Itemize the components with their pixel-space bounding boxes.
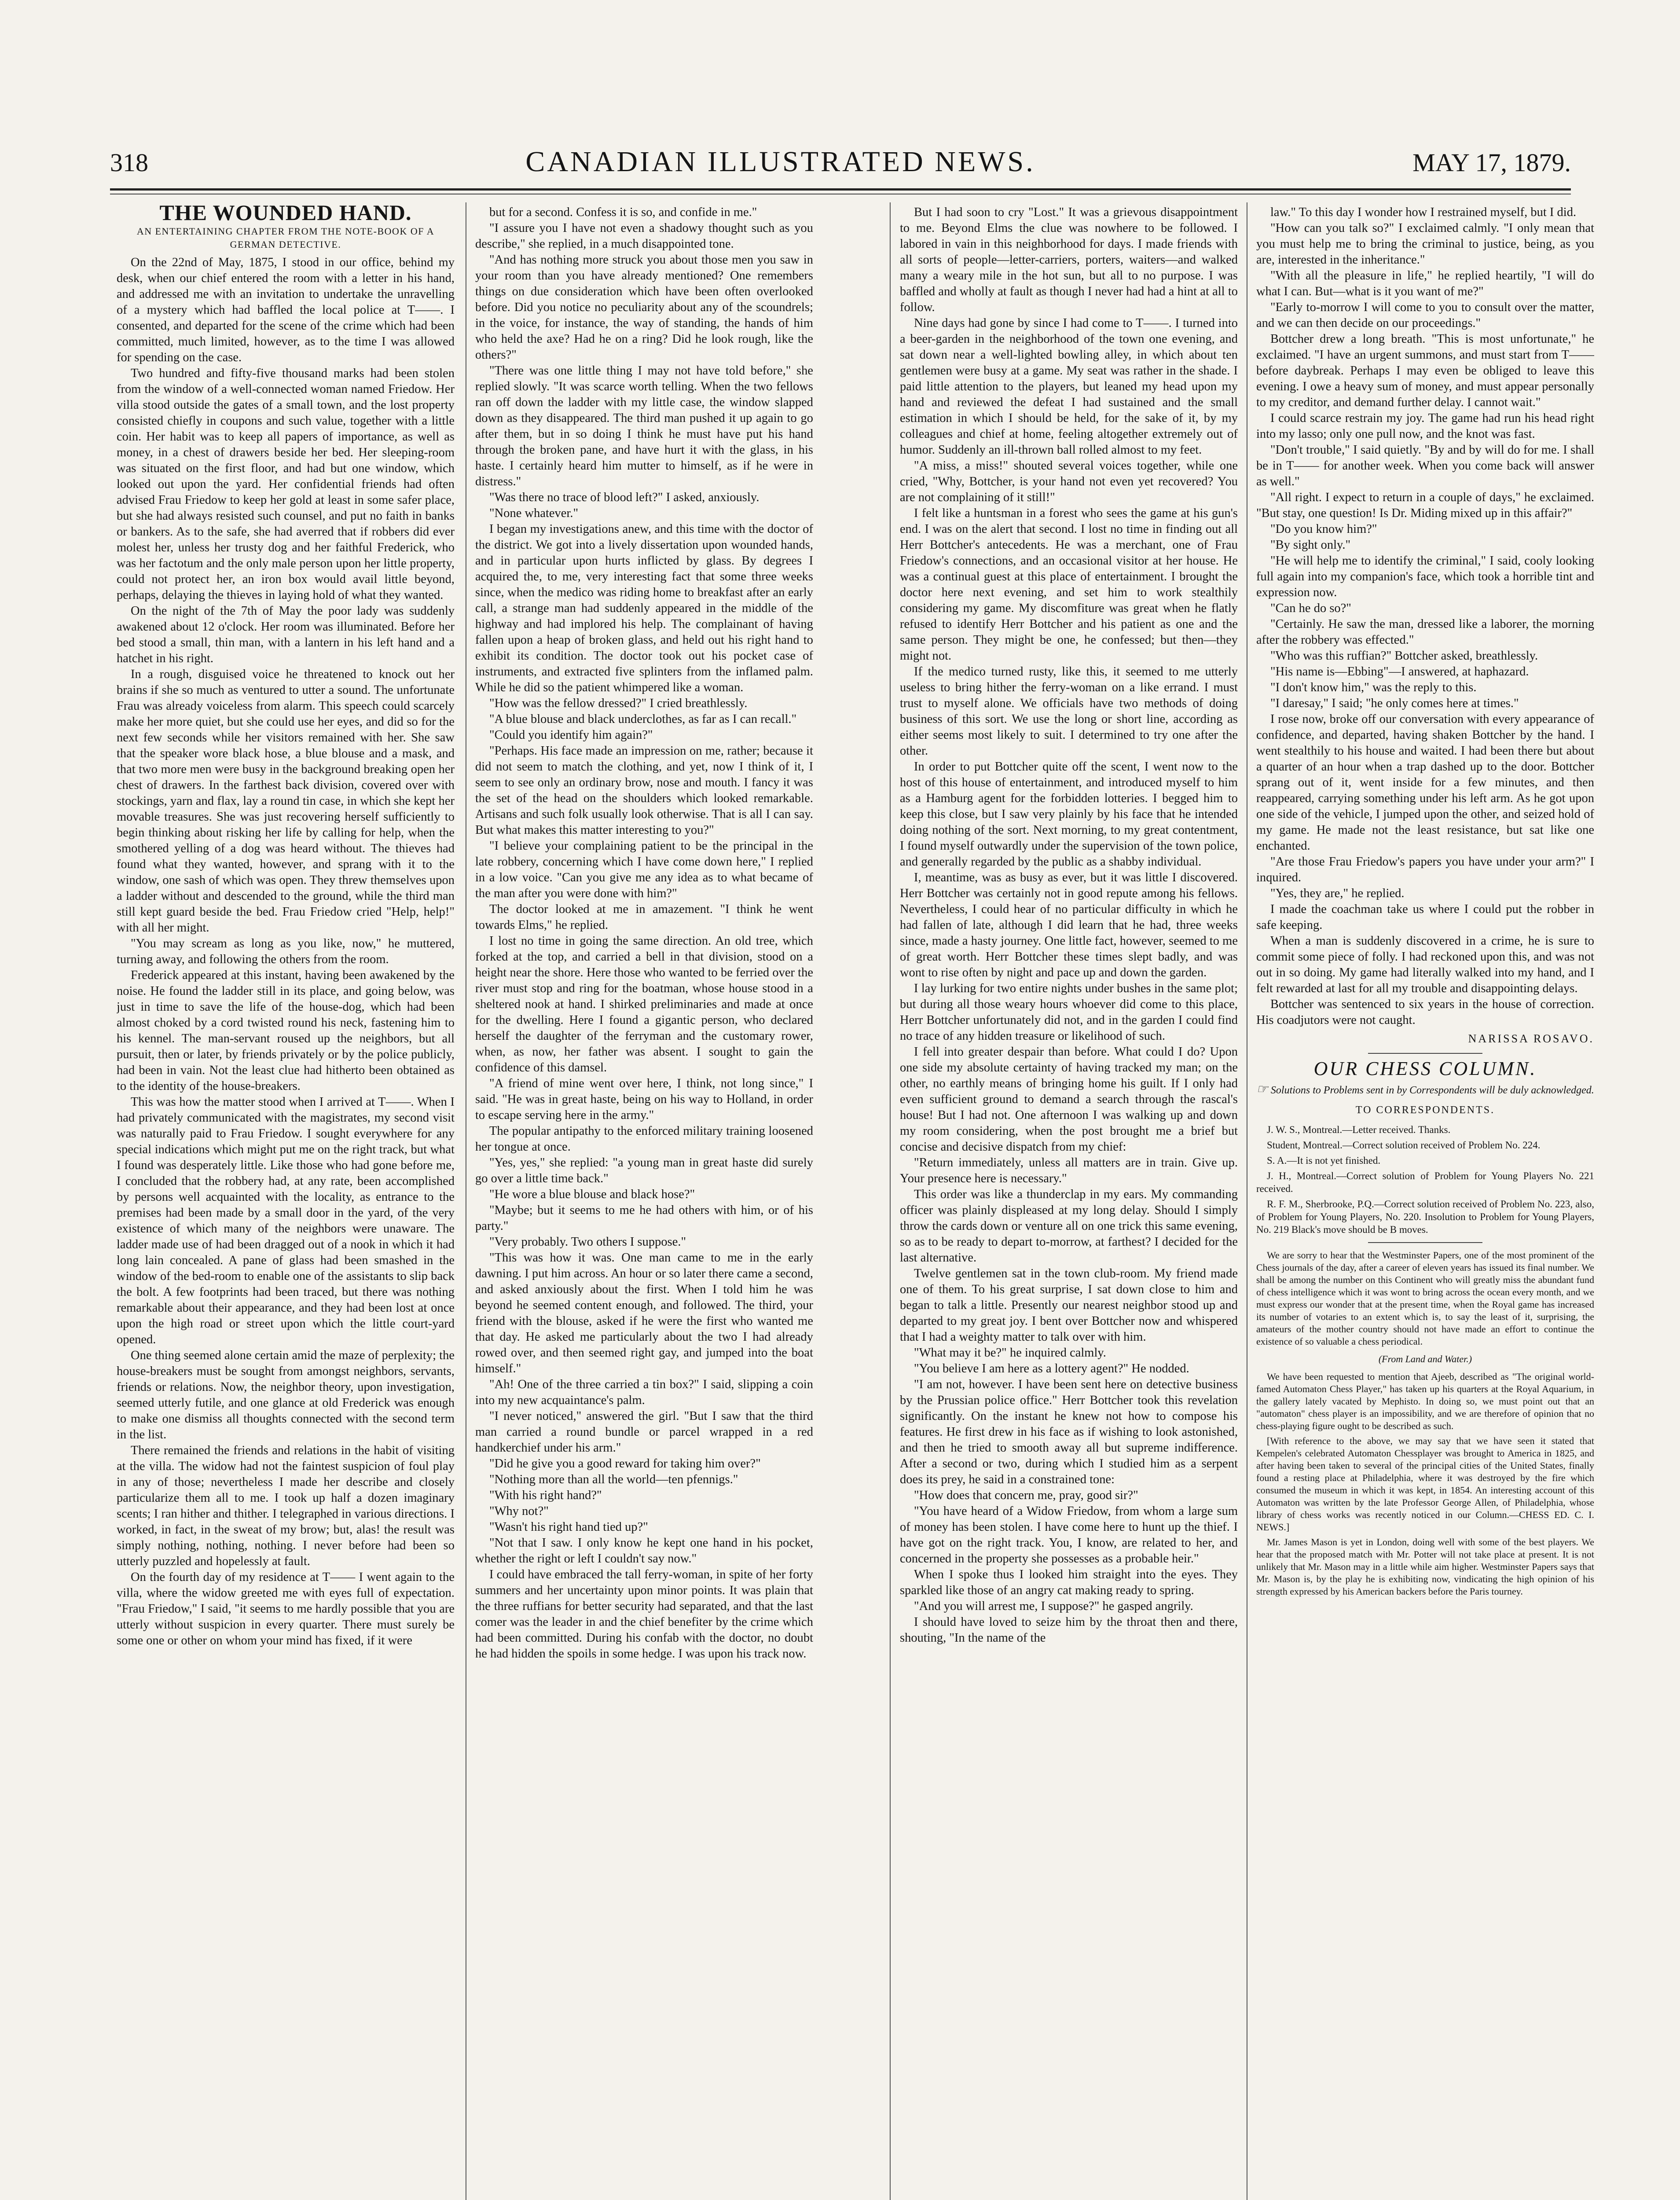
- header-rule: [110, 188, 1571, 191]
- paragraph: "I believe your complaining patient to be the principal in the late robbery, concerning which I have come down here," I replied in a low voice. "Can you give me any idea as to what became of the man after you were done with him?": [475, 839, 813, 900]
- story-column-4-text: [1256, 205, 1594, 1028]
- paragraph: I made the coachman take us where I could put the robber in safe keeping.: [1256, 902, 1594, 932]
- paragraph: "Can he do so?": [1270, 601, 1351, 615]
- paragraph: "I never noticed," answered the girl. "But I saw that the third man carried a round bundle or parcel wrapped in a red handkerchief under his arm.": [475, 1409, 813, 1455]
- paragraph: In order to put Bottcher quite off the scent, I went now to the host of this house of entertainment, and introduced myself to him as a Hamburg agent for the forbidden lotteries. I begged him to keep this close, but I saw very plainly by his face that he intended doing nothing of the sort. Next morning, to my great contentment, I found myself outwardly under the supervision of the town police, and generally regarded by the public as a shabby individual.: [900, 760, 1238, 869]
- paragraph: If the medico turned rusty, like this, it seemed to me utterly useless to bring hither the ferry-woman on a like errand. I must trust to myself alone. We officials have two methods of doing business of this sort. We use the long or short line, according as either seems most likely to suit. I determined to try one after the other.: [900, 665, 1238, 758]
- paragraph: This order was like a thunderclap in my ears. My commanding officer was plainly displeased at my long delay. Should I simply throw the cards down or venture all on one trick this same evening, so as to be ready to depart to-morrow, at farthest? I decided for the last alternative.: [900, 1188, 1238, 1265]
- paragraph: "Maybe; but it seems to me he had others with him, or of his party.": [475, 1203, 813, 1233]
- paragraph: The popular antipathy to the enforced military training loosened her tongue at once.: [475, 1124, 813, 1154]
- paragraph: "How can you talk so?" I exclaimed calmly. "I only mean that you must help me to bring the criminal to justice, being, as you are, interested in the inheritance.": [1256, 221, 1594, 267]
- paragraph: S. A.—It is not yet finished.: [1267, 1155, 1381, 1166]
- paragraph: Frederick appeared at this instant, having been awakened by the noise. He found the ladder still in its place, and going below, was just in time to save the life of the house-dog, which had been almost choked by a cord twisted round his neck, fastening him to his kennel. The man-servant roused up the neighbors, but all pursuit, then or later, by friends privately or by the police publicly, had been in vain. Not the least clue had hitherto been obtained as to the identity of the house-breakers.: [117, 968, 455, 1093]
- chess-paragraphs-a: [1256, 1249, 1594, 1348]
- paragraph: There remained the friends and relations in the habit of visiting at the villa. The widow had not the faintest suspicion of foul play in any of those; nevertheless I made her describe and closely particularize them all to me. I took up half a dozen imaginary scents; I ran hither and thither. I telegraphed in various directions. I worked, in fact, in the sweat of my brow; but, alas! the result was simply nothing, nothing, nothing. I never before had been so utterly puzzled and hopelessly at fault.: [117, 1444, 455, 1568]
- paragraph: "Could you identify him again?": [489, 728, 653, 742]
- paragraph: "Very probably. Two others I suppose.": [489, 1235, 686, 1249]
- paragraph: "A blue blouse and black underclothes, as far as I can recall.": [489, 712, 797, 726]
- story-column-2-text: [475, 205, 813, 1662]
- paragraph: On the night of the 7th of May the poor lady was suddenly awakened about 12 o'clock. Her room was illuminated. Before her bed stood a small, thin man, with a lantern in his left hand and a hatchet in his right.: [117, 604, 455, 665]
- paragraph: "You may scream as long as you like, now," he muttered, turning away, and following the others from the room.: [117, 937, 455, 966]
- paragraph: "Was there no trace of blood left?" I asked, anxiously.: [489, 491, 759, 504]
- paragraph: I rose now, broke off our conversation with every appearance of confidence, and departed, having shaken Bottcher by the hand. I went stealthily to his house and waited. I had been there but about a quarter of an hour when a trap dashed up to the door. Bottcher sprang out of it, went inside for a few minutes, and then reappeared, carrying something under his left arm. As he got upon one side of the vehicle, I jumped upon the other, and seized hold of my game. He made not the least resistance, but sat like one enchanted.: [1256, 712, 1594, 853]
- section-separator: [1368, 1053, 1482, 1054]
- paragraph: Bottcher was sentenced to six years in the house of correction. His coadjutors were not caught.: [1256, 997, 1594, 1027]
- chess-column-title: OUR CHESS COLUMN.: [1313, 1058, 1537, 1079]
- paragraph: "Wasn't his right hand tied up?": [489, 1520, 648, 1534]
- paragraph: but for a second. Confess it is so, and confide in me.": [489, 205, 757, 219]
- paragraph: "And you will arrest me, I suppose?" he gasped angrily.: [914, 1599, 1193, 1613]
- story-column-1-text: [117, 255, 455, 1649]
- paragraph: "All right. I expect to return in a couple of days," he exclaimed. "But stay, one question! Is Dr. Miding mixed up in this affair?": [1256, 491, 1594, 520]
- correspondents-list: [1256, 1123, 1594, 1236]
- story-signature: NARISSA ROSAVO.: [1468, 1032, 1594, 1045]
- paragraph: "You believe I am here as a lottery agent?" He nodded.: [914, 1362, 1189, 1375]
- paragraph: Two hundred and fifty-five thousand marks had been stolen from the window of a well-connected woman named Friedow. Her villa stood outside the gates of a small town, and the lost property consisted chiefly in coupons and such value, together with a little coin. Her habit was to keep all papers of importance, as well as money, in a chest of drawers beside her bed. Her sleeping-room was situated on the first floor, and had but one window, which looked out upon the yard. Her confidential friends had often advised Frau Friedow to keep her gold at least in some safer place, but she had always resisted such counsel, and put no faith in banks or bankers. As to the safe, she had averred that if robbers did ever molest her, unless her trusty dog and her faithful Frederick, who was her factotum and the only male person upon her little property, could not protect her, an iron box would avail little beyond, perhaps, delaying the thieves in laying hold of what they wanted.: [117, 367, 455, 602]
- paragraph: The doctor looked at me in amazement. "I think he went towards Elms," he replied.: [475, 902, 813, 932]
- paragraph: law." To this day I wonder how I restrained myself, but I did.: [1270, 205, 1577, 219]
- pointing-hand-icon: ☞: [1256, 1082, 1268, 1096]
- paragraph: I lost no time in going the same direction. An old tree, which forked at the top, and carried a bell in that division, stood on a height near the shore. Here those who wanted to be ferried over the river must stop and ring for the boatman, whose house stood in a sheltered nook at hand. I shirked preliminaries and made at once for the dwelling. Here I found a gigantic person, who declared herself the daughter of the ferryman and the customary rower, when, as now, her father was absent. I sought to gain the confidence of this damsel.: [475, 934, 813, 1074]
- paragraph: J. H., Montreal.—Correct solution of Problem for Young Players No. 221 received.: [1256, 1170, 1594, 1194]
- paragraph: On the 22nd of May, 1875, I stood in our office, behind my desk, when our chief entered the room with a letter in his hand, and addressed me with an invitation to undertake the unravelling of a mystery which had baffled the local police at T——. I consented, and departed for the scene of the crime which had been committed, much limited, however, as to the time I was allowed for spending on the case.: [117, 256, 455, 364]
- source-note: (From Land and Water.): [1378, 1353, 1472, 1364]
- paragraph: "By sight only.": [1270, 538, 1351, 552]
- story-column-3-text: [900, 205, 1238, 1646]
- column-divider: [890, 202, 891, 2200]
- issue-date: MAY 17, 1879.: [1412, 148, 1571, 177]
- paragraph: "I daresay," I said; "he only comes here at times.": [1270, 697, 1519, 710]
- column-3: [900, 205, 1238, 2200]
- paragraph: One thing seemed alone certain amid the maze of perplexity; the house-breakers must be sought from amongst neighbors, servants, friends or relations. Now, the neighbor theory, upon investigation, seemed utterly futile, and one glance at old Frederick was enough to make one dismiss all thoughts connected with the second term in the list.: [117, 1349, 455, 1441]
- paragraph: "Early to-morrow I will come to you to consult over the matter, and we can then decide on our proceedings.": [1256, 301, 1594, 330]
- paragraph: "He wore a blue blouse and black hose?": [489, 1188, 695, 1201]
- paragraph: "Yes, they are," he replied.: [1270, 887, 1405, 900]
- paragraph: We have been requested to mention that Ajeeb, described as "The original world-famed Automaton Chess Player," has taken up his quarters at the Royal Aquarium, in the gallery lately vacated by Mephisto. In doing so, we must point out that an "automaton" chess player is an impossibility, and we are therefore of opinion that no chess-playing figure ought to be described as such.: [1256, 1371, 1594, 1431]
- paragraph: "Yes, yes," she replied: "a young man in great haste did surely go over a little time back.": [475, 1156, 813, 1185]
- paragraph: On the fourth day of my residence at T—— I went again to the villa, where the widow greeted me with eyes full of expectation. "Frau Friedow," I said, "it seems to me hardly possible that you are utterly without suspicion in every quarter. There must surely be some one or other on whom your mind has fixed, if it were: [117, 1570, 455, 1647]
- paragraph: "Return immediately, unless all matters are in train. Give up. Your presence here is necessary.": [900, 1156, 1238, 1185]
- paragraph: I, meantime, was as busy as ever, but it was little I discovered. Herr Bottcher was certainly not in good repute among his fellows. Nevertheless, I could hear of no particular difficulty in which he had fallen of late, although I did learn that he had, three weeks since, made a hasty journey. One little fact, however, seemed to me of great worth. Herr Bottcher these times slept badly, and was wont to rise often by night and pace up and down the garden.: [900, 871, 1238, 979]
- paragraph: I could scarce restrain my joy. The game had run his head right into my lasso; only one pull now, and the knot was fast.: [1256, 411, 1594, 441]
- paragraph: I began my investigations anew, and this time with the doctor of the district. We got into a lively dissertation upon wounded hands, and in particular upon hurts inflicted by glass. By degrees I acquired the, to me, very interesting fact that some three weeks since, when the medico was riding home to breakfast after an early call, a strange man had suddenly appeared in the middle of the highway and had implored his help. The complainant of having fallen upon a heap of broken glass, and held out his right hand to exhibit its condition. The doctor took out his pocket case of instruments, and extracted five splinters from the inflamed palm. While he did so the patient whimpered like a woman.: [475, 522, 813, 694]
- chess-paragraphs-b: [1256, 1371, 1594, 1598]
- paragraph: "I assure you I have not even a shadowy thought such as you describe," she replied, in a much disappointed tone.: [475, 221, 813, 251]
- paragraph: "And has nothing more struck you about those men you saw in your room than you have already mentioned? One remembers things on due consideration which have been often overlooked before. Did you notice no peculiarity about any of the scoundrels; in the voice, for instance, the way of standing, the hands of him who held the axe? Had he on a ring? Did he look rough, like the others?": [475, 253, 813, 362]
- paragraph: "This was how it was. One man came to me in the early dawning. I put him across. An hour or so later there came a second, and asked anxiously about the first. When I told him he was beyond he seemed content enough, and followed. The third, your friend with the blouse, asked if he were the first who wanted me that day. He asked me particularly about the two I had already rowed over, and then seemed right gay, and jumped into the boat himself.": [475, 1251, 813, 1375]
- paragraph: "Who was this ruffian?" Bottcher asked, breathlessly.: [1270, 649, 1538, 663]
- paragraph: When I spoke thus I looked him straight into the eyes. They sparkled like those of an angry cat making ready to spring.: [900, 1568, 1238, 1597]
- paragraph: I should have loved to seize him by the throat then and there, shouting, "In the name of the: [900, 1615, 1238, 1645]
- paragraph: "Don't trouble," I said quietly. "By and by will do for me. I shall be in T—— for another week. When you come back will answer as well.": [1256, 443, 1594, 488]
- paragraph: "None whatever.": [489, 506, 579, 520]
- story-subtitle: AN ENTERTAINING CHAPTER FROM THE NOTE-BOOK OF A GERMAN DETECTIVE.: [136, 226, 435, 250]
- paragraph: "His name is—Ebbing"—I answered, at haphazard.: [1270, 665, 1529, 678]
- paragraph: "I don't know him," was the reply to this.: [1270, 681, 1477, 694]
- paragraph: Nine days had gone by since I had come to T——. I turned into a beer-garden in the neighborhood of the town one evening, and sat down near a well-lighted bowling alley, in which about ten gentlemen were busy at a game. My seat was rather in the shade. I paid little attention to the players, but leaned my head upon my hand and reviewed the defeat I had sustained and the small estimation in which I should be held, for the sake of it, by my colleagues and chief at home, feeling altogether extremely out of humor. Suddenly an ill-thrown ball rolled almost to my feet.: [900, 316, 1238, 457]
- paragraph: "He will help me to identify the criminal," I said, cooly looking full again into my companion's face, which took a horrible tint and expression now.: [1256, 554, 1594, 599]
- paragraph: "Certainly. He saw the man, dressed like a laborer, the morning after the robbery was effected.": [1256, 617, 1594, 647]
- paragraph: [With reference to the above, we may say that we have seen it stated that Kempelen's celebrated Automaton Chessplayer was brought to America in 1825, and after having been taken to several of the principal cities of the United States, finally found a resting place at Philadelphia, where it was destroyed by the fire which consumed the museum in which it was kept, in 1854. An interesting account of this Automaton was written by the late Professor George Allen, of Philadelphia, whose library of chess works was recently noticed in our Column.—CHESS ED. C. I. NEWS.]: [1256, 1435, 1594, 1533]
- chess-note: [1256, 1083, 1594, 1097]
- paragraph: "Are those Frau Friedow's papers you have under your arm?" I inquired.: [1256, 855, 1594, 884]
- correspondents-heading: TO CORRESPONDENTS.: [1355, 1104, 1495, 1116]
- paragraph: "Why not?": [489, 1504, 549, 1518]
- column-4: [1256, 205, 1594, 2200]
- page-number: 318: [110, 148, 148, 177]
- masthead: CANADIAN ILLUSTRATED NEWS.: [525, 146, 1035, 178]
- paragraph: I lay lurking for two entire nights under bushes in the same plot; but during all those weary hours whoever did come to this place, Herr Bottcher unfortunately did not, and in the garden I could find no trace of any hidden treasure or likelihood of such.: [900, 982, 1238, 1043]
- story-title: THE WOUNDED HAND.: [159, 205, 412, 225]
- paragraph: I fell into greater despair than before. What could I do? Upon one side my absolute certainty of having tracked my man; on the other, no earthly means of bringing home his guilt. If I only had even sufficient ground to demand a search through the rascal's house! But I had not. One afternoon I was walking up and down my room considering, when the post brought me a brief but concise and decisive dispatch from my chief:: [900, 1045, 1238, 1154]
- paragraph: J. W. S., Montreal.—Letter received. Thanks.: [1267, 1124, 1451, 1135]
- paragraph: "Not that I saw. I only know he kept one hand in his pocket, whether the right or left I couldn't say now.": [475, 1536, 813, 1566]
- paragraph: "With all the pleasure in life," he replied heartily, "I will do what I can. But—what is it you want of me?": [1256, 269, 1594, 298]
- paragraph: "What may it be?" he inquired calmly.: [914, 1346, 1106, 1360]
- paragraph: Twelve gentlemen sat in the town club-room. My friend made one of them. To his great surprise, I sat down close to him and began to talk a little. Presently our nearest neighbor stood up and departed to my great joy. I bent over Bottcher now and whispered that I had a weighty matter to talk over with him.: [900, 1267, 1238, 1344]
- paragraph: Mr. James Mason is yet in London, doing well with some of the best players. We hear that the proposed match with Mr. Potter will not take place at present. It is not unlikely that Mr. Mason may in a little while aim higher. Westminster Papers says that Mr. Mason is, by the play he is exhibiting now, vindicating the high opinion of his strength expressed by his American backers before the Paris tourney.: [1256, 1536, 1594, 1597]
- paragraph: Student, Montreal.—Correct solution received of Problem No. 224.: [1267, 1140, 1541, 1151]
- paragraph: "How does that concern me, pray, good sir?": [914, 1489, 1138, 1502]
- paragraph: We are sorry to hear that the Westminster Papers, one of the most prominent of the Chess journals of the day, after a career of eleven years has issued its final number. We shall be among the number on this Continent who will greatly miss the abundant fund of chess intelligence which it was wont to bring across the ocean every month, and we must express our wonder that at the present time, when the Royal game has increased its number of votaries to an extent which is, to say the least of it, surprising, the amateurs of the mother country should not have made an effort to continue the existence of so valuable a chess periodical.: [1256, 1250, 1594, 1347]
- paragraph: Bottcher drew a long breath. "This is most unfortunate," he exclaimed. "I have an urgent summons, and must start from T—— before daybreak. Perhaps I may even be obliged to leave this evening. I owe a heavy sum of money, and must appear personally to my creditor, and demand further delay. I cannot wait.": [1256, 332, 1594, 409]
- paragraph: "You have heard of a Widow Friedow, from whom a large sum of money has been stolen. I have come here to hunt up the thief. I have got on the right track. You, I know, are related to her, and concerned in the property she possesses as a probable heir.": [900, 1504, 1238, 1566]
- paragraph: "Perhaps. His face made an impression on me, rather; because it did not seem to match the clothing, and yet, now I think of it, I seem to see only an ordinary brow, nose and mouth. I fancy it was the set of the head on the shoulders which looked remarkable. Artisans and such folk usually look otherwise. That is all I can say. But what makes this matter interesting to you?": [475, 744, 813, 837]
- paragraph: "There was one little thing I may not have told before," she replied slowly. "It was scarce worth telling. When the two fellows ran off down the ladder with my little case, the window slapped down as they disappeared. The third man pushed it up again to go after them, but in so doing I think he must have put his hand through the broken pane, and have hurt it with the glass, in his haste. I certainly heard him mutter to himself, as if he were in distress.": [475, 364, 813, 488]
- section-separator: [1368, 1242, 1482, 1243]
- paragraph: I felt like a huntsman in a forest who sees the game at his gun's end. I was on the alert that second. I lost no time in finding out all Herr Bottcher's antecedents. He was a merchant, one of Frau Friedow's connections, and an occasional visitor at her house. He was a continual guest at this place of entertainment. I brought the doctor here next evening, and set him to work stealthily considering my game. My discomfiture was great when he flatly refused to identify Herr Bottcher and his patient as one and the same person. They might be one, he confessed; but then—they might not.: [900, 506, 1238, 663]
- paragraph: "How was the fellow dressed?" I cried breathlessly.: [489, 697, 748, 710]
- paragraph: "Did he give you a good reward for taking him over?": [489, 1457, 761, 1470]
- paragraph: "A friend of mine went over here, I think, not long since," I said. "He was in great haste, being on his way to Holland, in order to escape serving here in the army.": [475, 1077, 813, 1122]
- column-1: [117, 205, 455, 2200]
- paragraph: "Do you know him?": [1270, 522, 1377, 536]
- column-2: [475, 205, 813, 2200]
- paragraph: When a man is suddenly discovered in a crime, he is sure to commit some piece of folly. I had reckoned upon this, and was not out in so doing. My game had literally walked into my hand, and I felt rewarded at last for all my trouble and disappointing delays.: [1256, 934, 1594, 995]
- paragraph: This was how the matter stood when I arrived at T——. When I had privately communicated with the magistrates, my second visit was naturally paid to Frau Friedow. I sought everywhere for any special indications which might put me on the right track, but what I found was desperately little. Like those who had gone before me, I concluded that the robbery had, at any rate, been accomplished by persons well acquainted with the locality, as entrance to the premises had been made by a small door in the yard, of the very existence of which many of the neighbors were unaware. The ladder made use of had been dragged out of a nook in which it had long lain concealed. A pane of glass had been smashed in the window of the bed-room to enable one of the assistants to slip back the bolt. A few footprints had been traced, but there was nothing remarkable about their appearance, and they had been lost at once upon the high road or street upon which the little court-yard opened.: [117, 1095, 455, 1346]
- paragraph: But I had soon to cry "Lost." It was a grievous disappointment to me. Beyond Elms the clue was nowhere to be followed. I labored in vain in this neighborhood for days. I made friends with all sorts of people—letter-carriers, porters, waiters—and walked many a weary mile in the hot sun, but all to no purpose. I was baffled and wholly at fault as though I never had had a hint at all to follow.: [900, 205, 1238, 314]
- paragraph: "Ah! One of the three carried a tin box?" I said, slipping a coin into my new acquaintance's palm.: [475, 1378, 813, 1407]
- paragraph: "Nothing more than all the world—ten pfennigs.": [489, 1473, 738, 1486]
- paragraph: "I am not, however. I have been sent here on detective business by the Prussian police office." Herr Bottcher took this revelation significantly. On the instant he knew not how to compose his features. He first drew in his face as if wishing to look astonished, and then he tried to smooth away all but supreme indifference. After a second or two, during which I studied him as a serpent does its prey, he said in a constrained tone:: [900, 1378, 1238, 1486]
- paragraph: "A miss, a miss!" shouted several voices together, while one cried, "Why, Bottcher, is your hand not even yet recovered? You are not complaining of it still!": [900, 459, 1238, 504]
- chess-note-text: Solutions to Problems sent in by Correspondents will be duly acknowledged.: [1270, 1085, 1594, 1096]
- paragraph: "With his right hand?": [489, 1489, 602, 1502]
- paragraph: R. F. M., Sherbrooke, P.Q.—Correct solution received of Problem No. 223, also, of Problem for Young Players, No. 220. Insolution to Problem for Young Players, No. 219 Black's move should be B moves.: [1256, 1199, 1594, 1235]
- paragraph: I could have embraced the tall ferry-woman, in spite of her forty summers and her uncertainty upon minor points. It was plain that the three ruffians for better security had separated, and that the last comer was the leader in and the chief benefiter by the crime which had been committed. During his confab with the doctor, no doubt he had hidden the spoils in some hedge. I was upon his track now.: [475, 1568, 813, 1661]
- paragraph: In a rough, disguised voice he threatened to knock out her brains if she so much as ventured to utter a sound. The unfortunate Frau was already voiceless from alarm. This speech could scarcely make her more quiet, but she could use her eyes, and did so for the next few seconds while her visitors remained with her. She saw that the speaker wore black hose, a blue blouse and a mask, and that two more men were busy in the background breaking open her chest of drawers. In the farthest back division, covered over with stockings, yarn and flax, lay a round tin case, in which she kept her movable treasures. She was just recovering herself sufficiently to begin thinking about risking her life by calling for help, when the smothered yelling of a dog was heard without. The thieves had found what they wanted, however, and sprang with it to the window, one sash of which was open. They threw themselves upon a ladder without and descended to the ground, while the third man still kept guard beside the bed. Frau Friedow cried "Help, help!" with all her might.: [117, 667, 455, 935]
